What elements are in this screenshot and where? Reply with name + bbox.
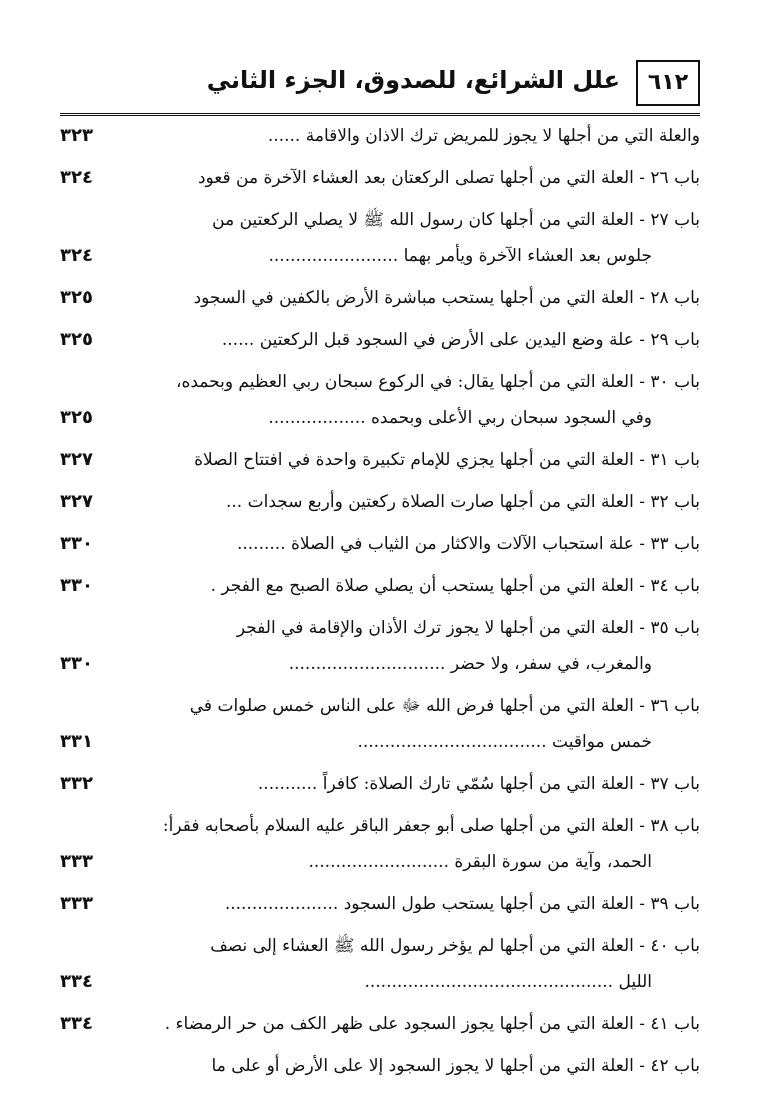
entry-page-number: ٣٣٠	[60, 533, 93, 554]
toc-line-text	[140, 688, 700, 724]
entry-title: وفي السجود سبحان ربي الأعلى وبحمده	[371, 408, 652, 428]
entry-title: باب ٢٨ - العلة التي من أجلها يستحب مباشرة الأرض بالكفين في السجود	[193, 288, 700, 308]
toc-line-text	[140, 400, 652, 436]
toc-line	[60, 610, 700, 646]
toc-line	[60, 808, 700, 844]
entry-page-number: ٣٢٥	[60, 287, 93, 308]
entry-title: جلوس بعد العشاء الآخرة ويأمر بهما	[403, 246, 652, 266]
toc-line	[60, 280, 700, 316]
toc-line	[60, 724, 700, 760]
toc-line	[60, 766, 700, 802]
entry-page-number: ٣٢٧	[60, 449, 93, 470]
entry-title: باب ٤٠ - العلة التي من أجلها لم يؤخر رسول الله ﷺ العشاء إلى نصف	[210, 936, 700, 956]
toc-line	[60, 964, 700, 1000]
entry-title: باب ٣٧ - العلة التي من أجلها سُمّي تارك الصلاة: كافراً	[322, 774, 700, 794]
toc-entry	[60, 322, 700, 358]
toc-line	[60, 568, 700, 604]
toc-line-text	[140, 928, 700, 964]
leader-dots: ..............................................	[364, 972, 619, 992]
toc-line-text	[140, 724, 652, 760]
entry-page-number: ٣٣١	[60, 731, 93, 752]
toc-entry	[60, 610, 700, 682]
leader-dots: ...................................	[357, 732, 553, 752]
toc-line	[60, 484, 700, 520]
entry-title: باب ٤١ - العلة التي من أجلها يجوز السجود على ظهر الكف من حر الرمضاء	[175, 1014, 700, 1034]
toc-line	[60, 400, 700, 436]
toc-line-text	[140, 442, 700, 478]
toc-line-text	[140, 118, 700, 154]
toc-line	[60, 364, 700, 400]
entry-page-number: ٣٣٢	[60, 773, 93, 794]
toc-line-text	[140, 280, 700, 316]
toc-entry	[60, 280, 700, 316]
leader-dots: .	[210, 576, 222, 596]
toc-entry	[60, 568, 700, 604]
entry-title: الحمد، وآية من سورة البقرة	[454, 852, 652, 872]
leader-dots: ..........................	[308, 852, 455, 872]
toc-entry	[60, 886, 700, 922]
toc-entry	[60, 118, 700, 154]
leader-dots: ...	[226, 492, 248, 512]
toc-line-text	[140, 844, 652, 880]
entry-page-number: ٣٣٠	[60, 575, 93, 596]
toc-entry	[60, 928, 700, 1000]
toc-line	[60, 1048, 700, 1084]
page-number-box: ٦١٢	[636, 60, 700, 106]
toc-entry	[60, 442, 700, 478]
entry-title: باب ٣٤ - العلة التي من أجلها يستحب أن يصلي صلاة الصبح مع الفجر	[221, 576, 700, 596]
toc-line	[60, 322, 700, 358]
toc-entry	[60, 1048, 700, 1084]
toc-line	[60, 844, 700, 880]
toc-line-text	[140, 202, 700, 238]
toc-line-text	[140, 808, 700, 844]
toc-line	[60, 238, 700, 274]
toc-entry	[60, 202, 700, 274]
toc-line	[60, 202, 700, 238]
toc-line-text	[140, 886, 700, 922]
toc-line	[60, 442, 700, 478]
running-title: علل الشرائع، للصدوق، الجزء الثاني	[206, 66, 620, 94]
entry-title: الليل	[618, 972, 652, 992]
toc-line	[60, 160, 700, 196]
toc-line	[60, 928, 700, 964]
entry-page-number: ٣٢٧	[60, 491, 93, 512]
toc-line-text	[140, 1006, 700, 1042]
header-rule	[60, 113, 700, 116]
entry-title: باب ٢٦ - العلة التي من أجلها تصلى الركعتان بعد العشاء الآخرة من قعود	[197, 168, 700, 188]
toc-entry	[60, 688, 700, 760]
toc-line-text	[140, 322, 700, 358]
leader-dots: .	[164, 1014, 176, 1034]
toc-line-text	[140, 238, 652, 274]
entry-title: باب ٣١ - العلة التي من أجلها يجزي للإمام تكبيرة واحدة في افتتاح الصلاة	[194, 450, 700, 470]
toc-line-text	[140, 160, 700, 196]
entry-page-number: ٣٢٣	[60, 125, 93, 146]
leader-dots: .........	[236, 534, 292, 554]
toc-line-text	[140, 364, 700, 400]
toc-line	[60, 526, 700, 562]
leader-dots: ......	[221, 330, 260, 350]
toc-line-text	[140, 766, 700, 802]
toc-line	[60, 1006, 700, 1042]
toc-entry	[60, 526, 700, 562]
entry-page-number: ٣٢٥	[60, 407, 93, 428]
entry-title: باب ٢٧ - العلة التي من أجلها كان رسول الله ﷺ لا يصلي الركعتين من	[212, 210, 700, 230]
entry-page-number: ٣٣٣	[60, 851, 93, 872]
leader-dots: .....................	[224, 894, 344, 914]
entry-title: باب ٣٢ - العلة التي من أجلها صارت الصلاة ركعتين وأربع سجدات	[247, 492, 700, 512]
entry-title: باب ٣٩ - العلة التي من أجلها يستحب طول السجود	[343, 894, 700, 914]
toc-line-text	[140, 964, 652, 1000]
entry-title: والمغرب، في سفر، ولا حضر	[450, 654, 652, 674]
toc-entry	[60, 1006, 700, 1042]
toc-line	[60, 646, 700, 682]
entry-title: باب ٣٣ - علة استحباب الآلات والاكثار من الثياب في الصلاة	[291, 534, 700, 554]
entry-title: والعلة التي من أجلها لا يجوز للمريض ترك الاذان والاقامة	[305, 126, 700, 146]
entry-title: باب ٤٢ - العلة التي من أجلها لا يجوز السجود إلا على الأرض أو على ما	[211, 1056, 700, 1076]
entry-title: باب ٣٦ - العلة التي من أجلها فرض الله ﷻ على الناس خمس صلوات في	[189, 696, 700, 716]
entry-page-number: ٣٣٣	[60, 893, 93, 914]
toc-line	[60, 118, 700, 154]
entry-page-number: ٣٢٥	[60, 329, 93, 350]
entry-title: باب ٣٨ - العلة التي من أجلها صلى أبو جعفر الباقر عليه السلام بأصحابه فقرأ:	[162, 816, 700, 836]
toc-entry	[60, 160, 700, 196]
toc-line-text	[140, 484, 700, 520]
toc-entry	[60, 808, 700, 880]
toc-line	[60, 688, 700, 724]
entry-page-number: ٣٢٤	[60, 167, 93, 188]
entry-page-number: ٣٣٤	[60, 1013, 93, 1034]
toc-line-text	[140, 526, 700, 562]
entry-title: باب ٢٩ - علة وضع اليدين على الأرض في السجود قبل الركعتين	[259, 330, 700, 350]
toc-line-text	[140, 568, 700, 604]
toc-line	[60, 886, 700, 922]
leader-dots: ..................	[268, 408, 372, 428]
table-of-contents	[60, 118, 700, 1090]
entry-title: باب ٣٠ - العلة التي من أجلها يقال: في الركوع سبحان ربي العظيم وبحمده،	[175, 372, 700, 392]
leader-dots: ........................	[268, 246, 404, 266]
toc-entry	[60, 364, 700, 436]
leader-dots: ...........	[257, 774, 323, 794]
toc-line-text	[140, 646, 652, 682]
entry-page-number: ٣٣٠	[60, 653, 93, 674]
toc-line-text	[140, 1048, 700, 1084]
page-header	[60, 60, 700, 110]
toc-line-text	[140, 610, 700, 646]
leader-dots: .............................	[288, 654, 451, 674]
entry-page-number: ٣٣٤	[60, 971, 93, 992]
entry-title: باب ٣٥ - العلة التي من أجلها لا يجوز ترك الأذان والإقامة في الفجر	[236, 618, 700, 638]
entry-title: خمس مواقيت	[552, 732, 652, 752]
toc-entry	[60, 484, 700, 520]
leader-dots: ......	[267, 126, 306, 146]
entry-page-number: ٣٢٤	[60, 245, 93, 266]
toc-entry	[60, 766, 700, 802]
